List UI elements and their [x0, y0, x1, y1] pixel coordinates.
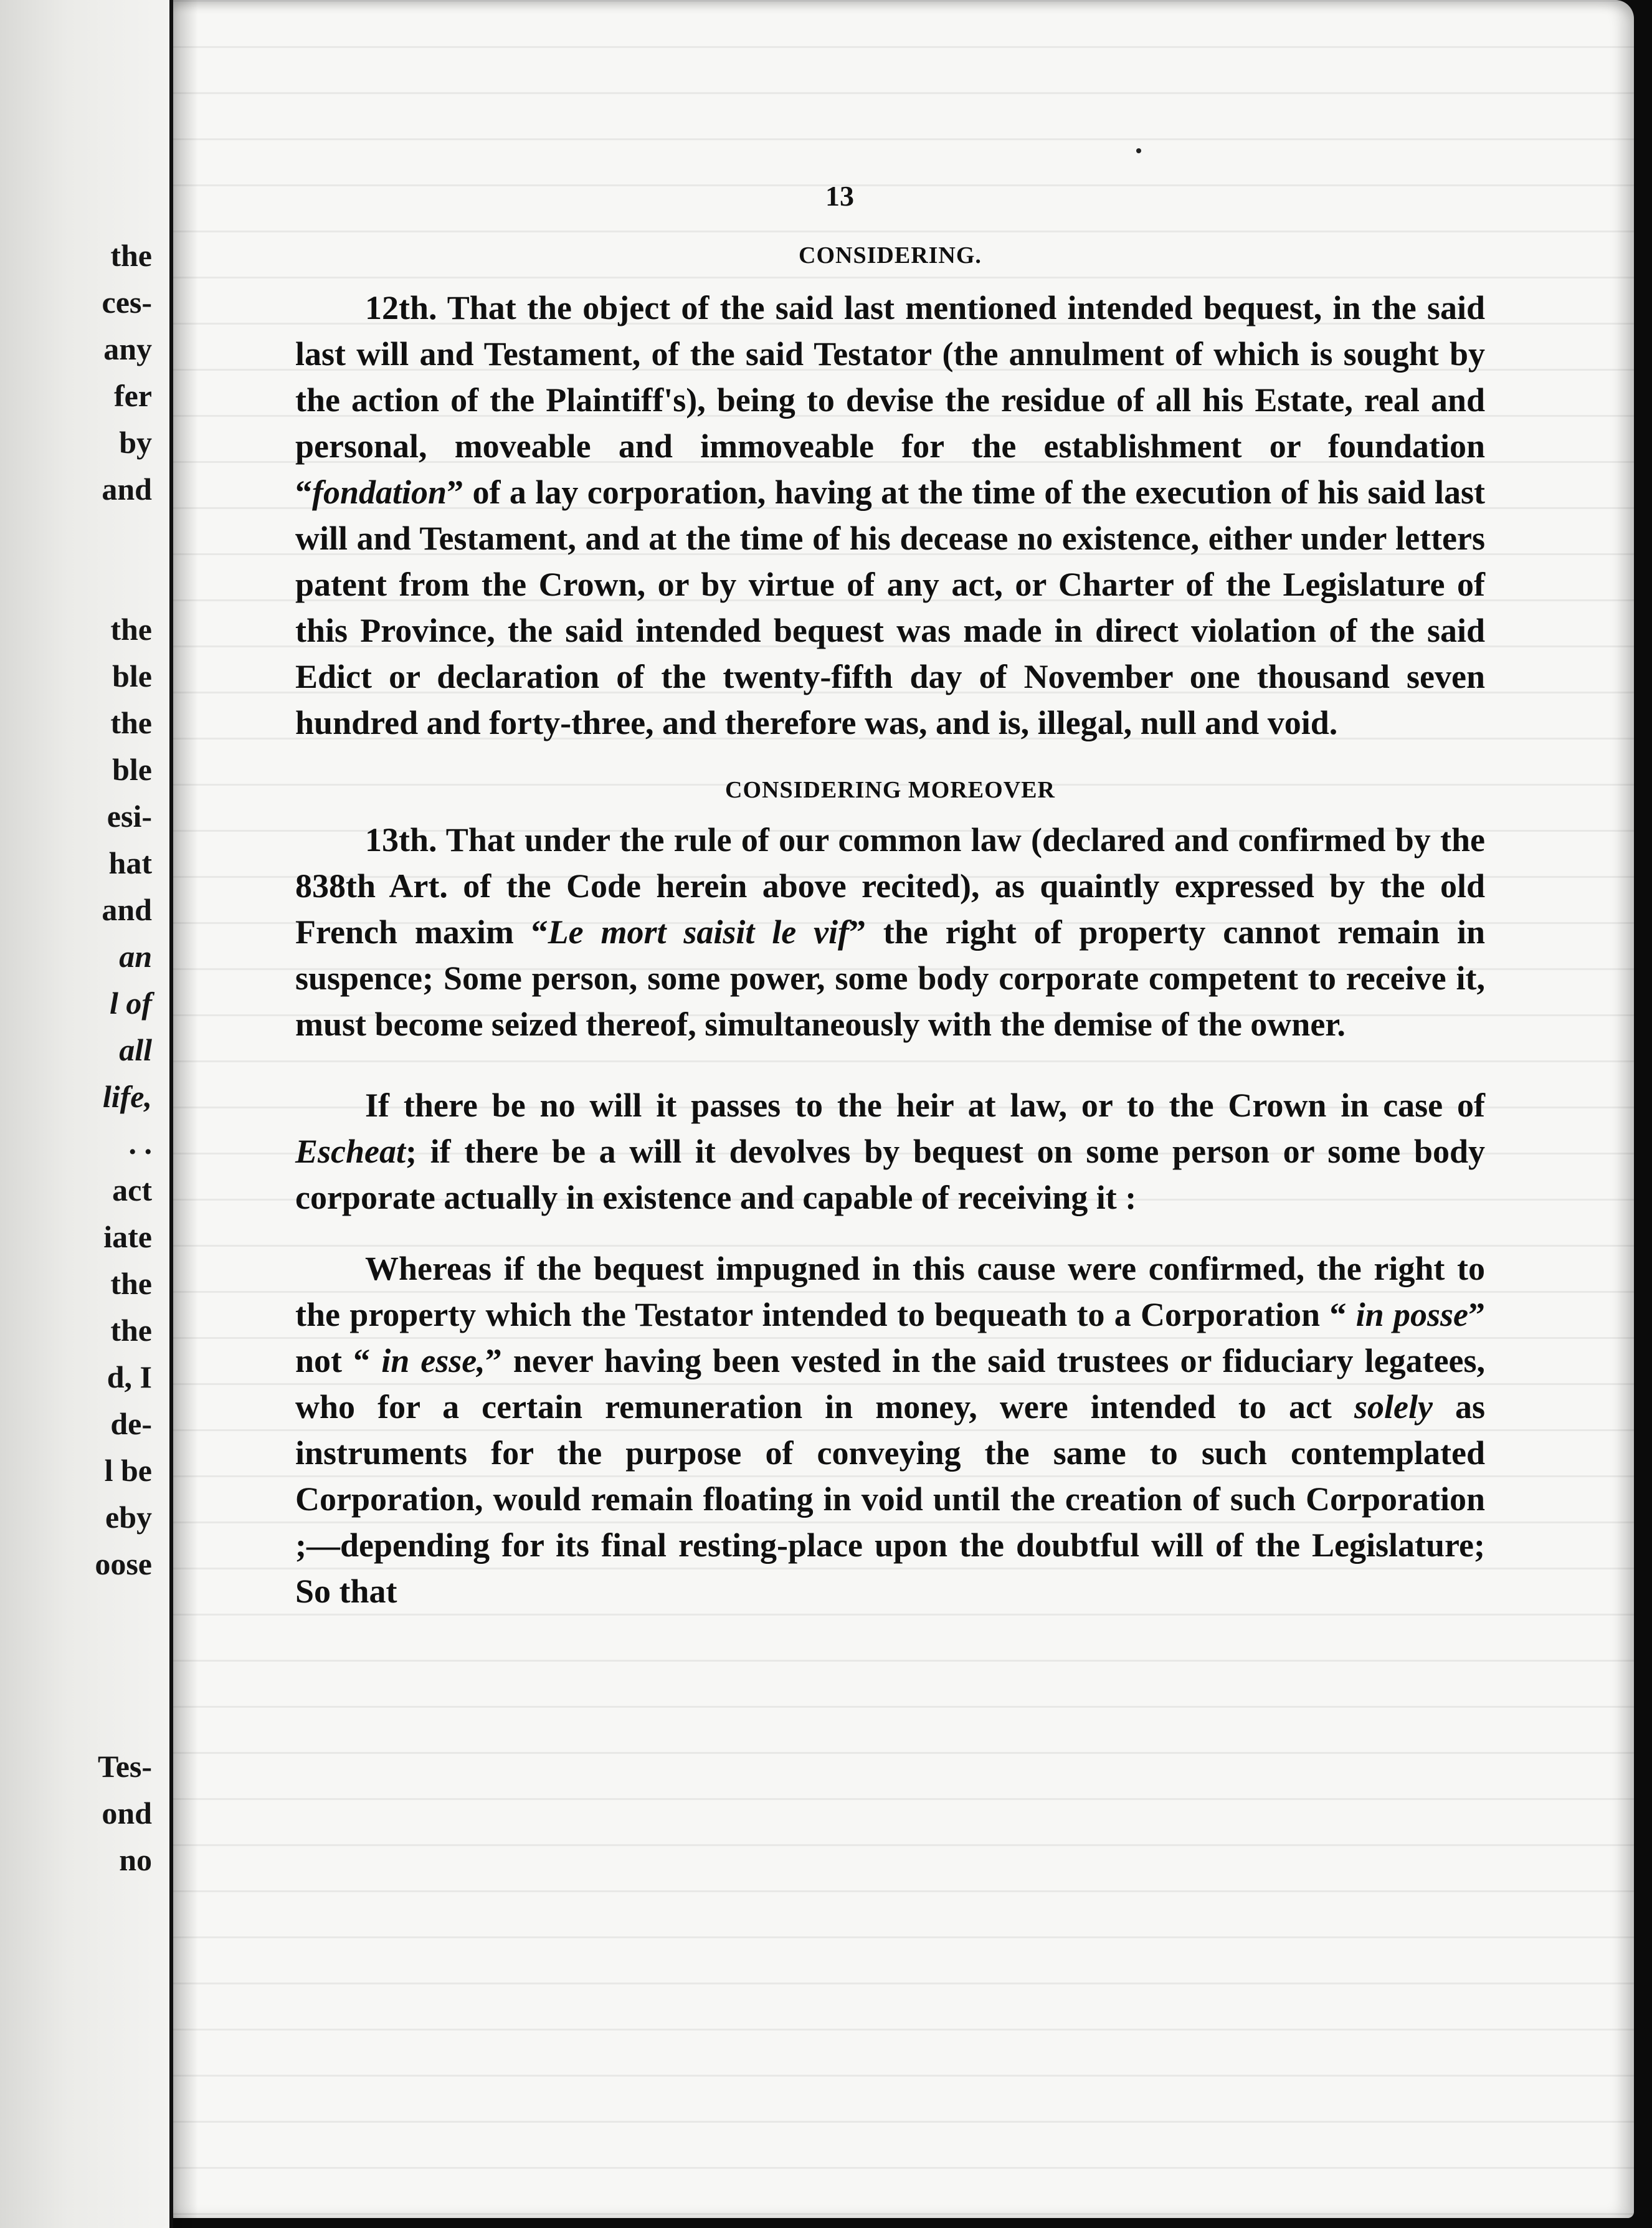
para4-italic-in-posse: in posse — [1355, 1296, 1468, 1333]
left-page-line: d, I — [107, 1359, 152, 1394]
para1-text-lead: 12th. That the object of the said last mentioned intended bequest, in the said last will and Testament, of the said Testator (the annulment of which is sought by the action of the Plaintiff's), being to devise the residue of all his Estate, real and personal, moveable and immoveable for the establishment or foundation “ — [295, 289, 1485, 511]
left-page-line: an — [119, 939, 152, 974]
left-page-line: ble — [112, 752, 152, 787]
left-page-line: any — [103, 331, 152, 366]
left-page-line: iate — [103, 1219, 152, 1254]
page-number: 13 — [825, 180, 854, 212]
para4-italic-in-esse: in esse, — [381, 1342, 485, 1379]
para3-text-lead: If there be no will it passes to the heir at law, or to the Crown in case of — [365, 1087, 1485, 1124]
ink-speck — [1136, 148, 1141, 153]
left-page-line: l be — [104, 1453, 152, 1488]
left-page-line: l of — [109, 986, 152, 1021]
left-page-line: eby — [105, 1500, 152, 1535]
para4-text-lead: Whereas if the bequest impugned in this cause were confirmed, the right to the property which the Testator intended to bequeath to a Corporation “ — [295, 1250, 1485, 1333]
book-page — [173, 0, 1634, 2218]
left-page-line: no — [119, 1842, 152, 1877]
left-facing-page — [0, 0, 169, 2228]
left-page-line: and — [102, 472, 152, 507]
paragraph-no-will — [295, 1082, 1485, 1221]
para3-text-rest: ; if there be a will it devolves by bequest on some person or some body corporate actually in existence and capable of receiving it : — [295, 1133, 1485, 1216]
gutter-shadow — [173, 0, 198, 2228]
left-page-line: Tes- — [97, 1749, 152, 1784]
para4-italic-solely: solely — [1354, 1388, 1433, 1426]
paragraph-13th — [295, 817, 1485, 1047]
heading-considering: CONSIDERING. — [799, 242, 982, 269]
para4-text-mid1: ” not “ — [295, 1296, 1485, 1379]
left-page-line: the — [110, 1266, 152, 1301]
para1-italic-term: fondation — [312, 474, 447, 511]
para4-text-rest: as instruments for the purpose of conveying the same to such contemplated Corporation, would remain floating in void until the creation of such Corporation ;—depending for its final resting-place upon the doubtful will of the Legislature; So that — [295, 1388, 1485, 1610]
left-page-line: and — [102, 892, 152, 927]
para1-text-rest: ” of a lay corporation, having at the time of the execution of his said last will and Testament, and at the time of his decease no existence, either under letters patent from the Crown, or by virtue of any act, or Charter of the Legislature of this Province, the said intended bequest was made in direct violation of the said Edict or declaration of the twenty-fifth day of November one thousand seven hundred and forty-three, and therefore was, and is, illegal, null and void. — [295, 474, 1485, 741]
left-page-line: the — [110, 238, 152, 273]
para2-text-rest: ” the right of property cannot remain in suspence; Some person, some power, some body corporate competent to receive it, must become seized thereof, simultaneously with the demise of the owner. — [295, 913, 1486, 1043]
left-page-line: de- — [110, 1406, 152, 1441]
left-page-line: oose — [95, 1546, 152, 1581]
para2-text-lead: 13th. That under the rule of our common law (declared and confirmed by the 838th Art. of the Code herein above recited), as quaintly expressed by the old French maxim “ — [295, 821, 1485, 951]
left-page-line: life, — [102, 1079, 152, 1114]
para3-italic-escheat: Escheat — [295, 1133, 406, 1170]
left-page-line: esi- — [107, 799, 152, 834]
left-page-line: ond — [102, 1796, 152, 1830]
left-page-line: the — [110, 705, 152, 740]
left-page-line: the — [110, 1313, 152, 1348]
heading-considering-moreover: CONSIDERING MOREOVER — [725, 777, 1055, 803]
para2-italic-maxim: Le mort saisit le vif — [548, 913, 850, 951]
page-body — [295, 240, 1485, 1614]
left-page-line: . . — [128, 1126, 152, 1161]
left-page-line: ble — [112, 659, 152, 693]
paragraph-whereas — [295, 1245, 1485, 1614]
left-page-line: act — [112, 1173, 152, 1207]
para4-text-mid2: ” never having been vested in the said trustees or fiduciary legatees, who for a certain remuneration in money, were intended to act — [295, 1342, 1486, 1426]
left-page-line: hat — [108, 845, 152, 880]
left-page-line: the — [110, 612, 152, 647]
left-page-line: fer — [113, 378, 152, 413]
left-page-line: ces- — [102, 285, 152, 320]
paragraph-12th — [295, 285, 1485, 746]
left-page-line: all — [119, 1032, 152, 1067]
left-page-line: by — [119, 425, 152, 460]
